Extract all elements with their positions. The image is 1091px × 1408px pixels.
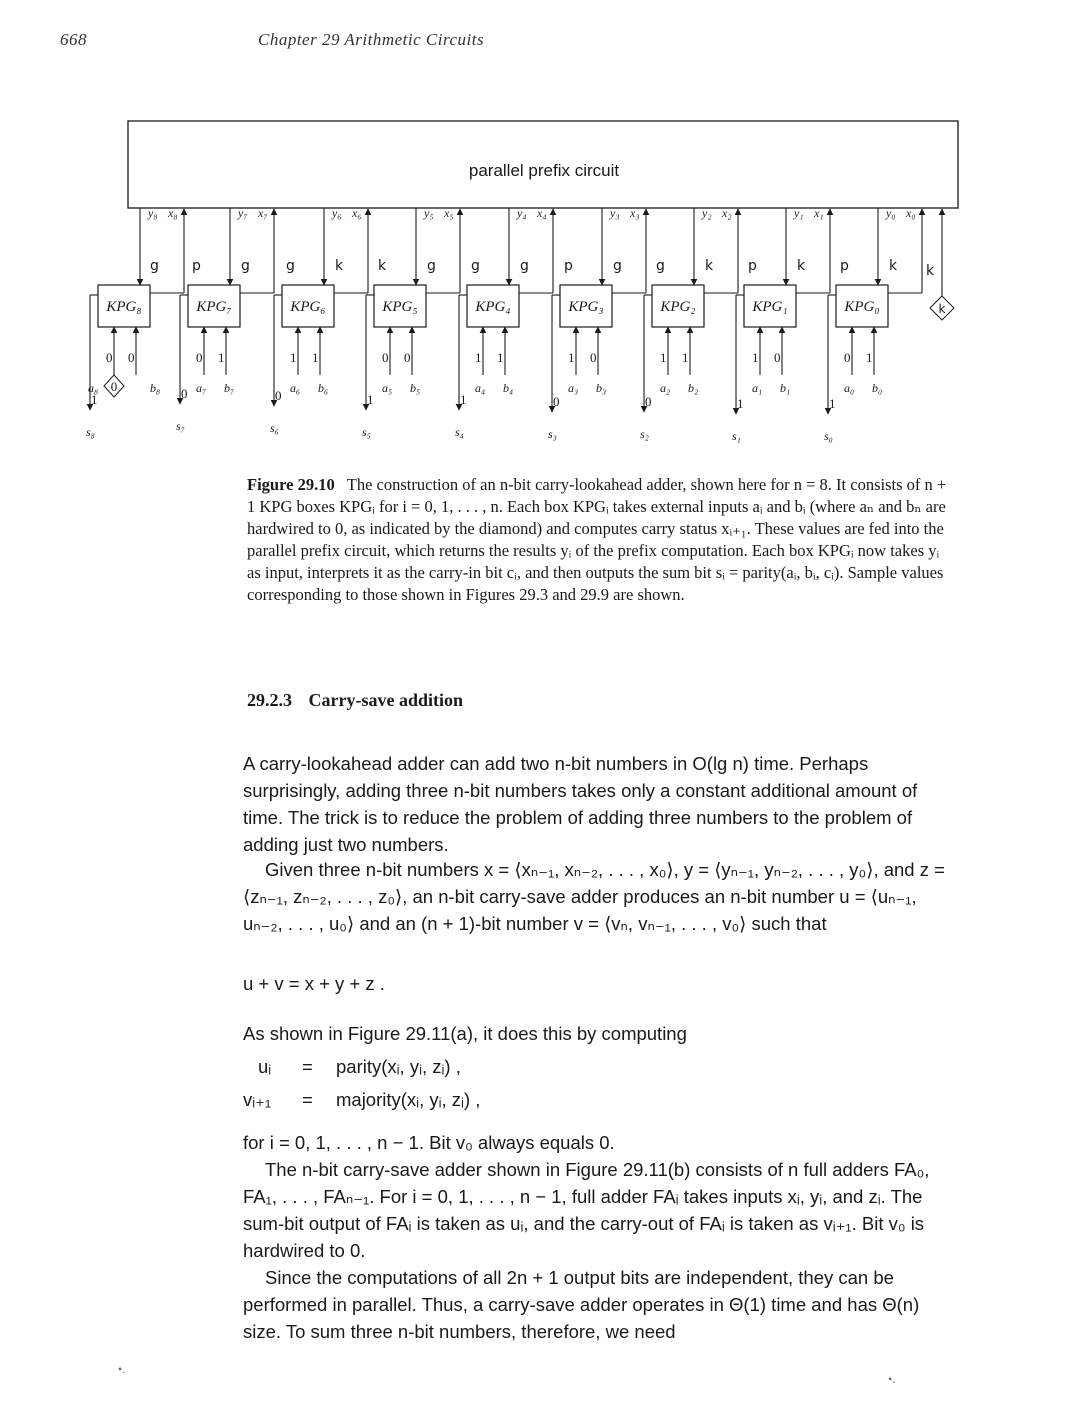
s-value-1: 1 (737, 396, 744, 411)
x-label-6: x₆ (352, 206, 362, 220)
a-bit-3: 1 (568, 350, 575, 365)
s-label-3: s₃ (548, 427, 557, 441)
status-in-label-7: p (192, 258, 201, 274)
s-label-1: s₁ (732, 429, 741, 443)
paragraph-2 (243, 856, 945, 937)
status-in-label-0: p (840, 258, 849, 274)
a-label-6: a₆ (290, 381, 301, 395)
paragraph-3 (243, 1020, 945, 1047)
b-label-5: b₅ (410, 381, 421, 395)
s-value-8: 1 (91, 392, 98, 407)
a-bit-0: 0 (844, 350, 851, 365)
a-bit-8: 0 (106, 350, 113, 365)
b-bit-8: 0 (128, 350, 135, 365)
b-label-0: b₀ (872, 381, 883, 395)
a-bit-4: 1 (475, 350, 482, 365)
y-label-4: y₄ (517, 206, 527, 220)
paragraph-1 (243, 750, 945, 858)
equation-2-rhs: parity(xᵢ, yᵢ, zᵢ) , (336, 1056, 461, 1077)
y-label-0: y₀ (886, 206, 896, 220)
parallel-prefix-circuit-label: parallel prefix circuit (468, 161, 620, 180)
kpg-label-3: KPG₃ (568, 299, 604, 315)
status-out-label-5: g (427, 258, 436, 274)
status-in-label-6: g (286, 258, 295, 274)
equation-2-sign: = (302, 1056, 313, 1077)
x-label-2: x₂ (722, 206, 732, 220)
section-heading (247, 690, 463, 711)
s-label-2: s₂ (640, 427, 649, 441)
scan-mark-right: •. (888, 1372, 896, 1386)
status-in-label-3: p (564, 258, 573, 274)
s-label-5: s₅ (362, 425, 371, 439)
s-value-6: 0 (275, 388, 282, 403)
status-out-label-2: k (705, 258, 714, 274)
status-in-label-5: k (378, 258, 387, 274)
s-label-8: s₈ (86, 425, 95, 439)
kpg-label-2: KPG₂ (660, 299, 696, 315)
a-label-5: a₅ (382, 381, 393, 395)
equation-2-lhs: uᵢ (258, 1056, 272, 1077)
s-label-7: s₇ (176, 419, 185, 433)
kpg-label-1: KPG₁ (752, 299, 788, 315)
equation-1: u + v = x + y + z . (243, 973, 385, 994)
paragraph-1-text: A carry-lookahead adder can add two n-bit numbers in O(lg n) time. Perhaps surprisingly, adding three n-bit numbers takes only a constant additional amount of time. The trick is to reduce the problem of adding three numbers to the problem of adding just two numbers. (243, 753, 918, 855)
kpg-label-5: KPG₅ (382, 299, 418, 315)
x-label-8: x₈ (168, 206, 178, 220)
y-label-2: y₂ (702, 206, 712, 220)
section-title: Carry-save addition (308, 690, 463, 710)
diamond-k-label: k (938, 302, 946, 316)
paragraph-4-text: for i = 0, 1, . . . , n − 1. Bit v₀ always equals 0. (243, 1132, 615, 1153)
status-in-label-2: g (656, 258, 665, 274)
a-label-0: a₀ (844, 381, 855, 395)
a-label-8: a₈ (88, 381, 99, 395)
kpg-label-7: KPG₇ (196, 299, 232, 315)
b-bit-5: 0 (404, 350, 411, 365)
b-bit-2: 1 (682, 350, 689, 365)
y-label-3: y₃ (610, 206, 620, 220)
s-value-4: 1 (460, 392, 467, 407)
status-in-label-1: p (748, 258, 757, 274)
figure-29-10-diagram (0, 0, 1091, 470)
kpg-label-0: KPG₀ (844, 299, 880, 315)
s-value-2: 0 (645, 394, 652, 409)
a-label-1: a₁ (752, 381, 763, 395)
b-label-4: b₄ (503, 381, 514, 395)
s-value-3: 0 (553, 394, 560, 409)
s-label-6: s₆ (270, 421, 279, 435)
page-number: 668 (60, 30, 87, 49)
running-header: Chapter 29 Arithmetic Circuits (258, 30, 485, 49)
status-out-label-1: k (797, 258, 806, 274)
a-bit-5: 0 (382, 350, 389, 365)
x-label-1: x₁ (814, 206, 824, 220)
a-bit-2: 1 (660, 350, 667, 365)
a-label-3: a₃ (568, 381, 579, 395)
paragraph-5-text: The n-bit carry-save adder shown in Figure 29.11(b) consists of n full adders FA₀, FA₁, . . . , FAₙ₋₁. For i = 0, 1, . . . , n − 1, full adder FAᵢ takes inputs xᵢ, yᵢ, and zᵢ. The sum-bit output of FAᵢ is taken as uᵢ, and the carry-out of FAᵢ is taken as vᵢ₊₁. Bit v₀ is hardwired to 0. (243, 1159, 930, 1261)
x-label-0: x₀ (906, 206, 916, 220)
b-label-2: b₂ (688, 381, 699, 395)
status-out-label-0: k (889, 258, 898, 274)
s-label-4: s₄ (455, 425, 464, 439)
figure-caption (247, 474, 953, 606)
b-bit-4: 1 (497, 350, 504, 365)
x-label-4: x₄ (537, 206, 547, 220)
b-label-1: b₁ (780, 381, 791, 395)
b-label-6: b₆ (318, 381, 329, 395)
b-label-7: b₇ (224, 381, 235, 395)
b-label-3: b₃ (596, 381, 607, 395)
status-out-label-4: g (520, 258, 529, 274)
paragraph-6-text: Since the computations of all 2n + 1 output bits are independent, they can be performed in parallel. Thus, a carry-save adder operates in Θ(1) time and has Θ(n) size. To sum three n-bit numbers, therefore, we need (243, 1267, 920, 1342)
equation-3-rhs: majority(xᵢ, yᵢ, zᵢ) , (336, 1089, 481, 1110)
b-bit-3: 0 (590, 350, 597, 365)
caption-label: Figure 29.10 (247, 475, 335, 494)
a-label-7: a₇ (196, 381, 207, 395)
equation-3-sign: = (302, 1089, 313, 1110)
x-label-7: x₇ (258, 206, 268, 220)
s-label-0: s₀ (824, 429, 833, 443)
s-value-0: 1 (829, 396, 836, 411)
paragraph-2-text: Given three n-bit numbers x = ⟨xₙ₋₁, xₙ₋₂, . . . , x₀⟩, y = ⟨yₙ₋₁, yₙ₋₂, . . . , y₀⟩, and z = ⟨zₙ₋₁, zₙ₋₂, . . . , z₀⟩, an n-bit carry-save adder produces an n-bit number u = ⟨uₙ₋₁, uₙ₋₂, . . . , u₀⟩ and an (n + 1)-bit number v = ⟨vₙ, vₙ₋₁, . . . , v₀⟩ such that (243, 859, 945, 934)
kpg-label-8: KPG₈ (106, 299, 142, 315)
paragraph-5 (243, 1156, 945, 1264)
status-out-label-7: g (241, 258, 250, 274)
x-label-5: x₅ (444, 206, 454, 220)
paragraph-3-text: As shown in Figure 29.11(a), it does this by computing (243, 1023, 687, 1044)
kpg-label-6: KPG₆ (290, 299, 326, 315)
a-bit-7: 0 (196, 350, 203, 365)
status-in-label-4: g (471, 258, 480, 274)
a-label-2: a₂ (660, 381, 671, 395)
b-bit-7: 1 (218, 350, 225, 365)
diamond-bit-8: 0 (110, 379, 118, 394)
y-label-5: y₅ (424, 206, 434, 220)
b-label-8: b₈ (150, 381, 161, 395)
y-label-1: y₁ (794, 206, 804, 220)
caption-text: The construction of an n-bit carry-lookahead adder, shown here for n = 8. It consists of n + 1 KPG boxes KPGᵢ for i = 0, 1, . . . , n. Each box KPGᵢ takes external inputs aᵢ and bᵢ (where aₙ and bₙ are hardwired to 0, as indicated by the diamond) and computes carry status xᵢ₊₁. These values are fed into the parallel prefix circuit, which returns the results yᵢ of the prefix computation. Each box KPGᵢ now takes yᵢ as input, interprets it as the carry-in bit cᵢ, and then outputs the sum bit sᵢ = parity(aᵢ, bᵢ, cᵢ). Sample values corresponding to those shown in Figures 29.3 and 29.9 are shown. (247, 475, 947, 604)
status-out-label-6: k (335, 258, 344, 274)
kpg-label-4: KPG₄ (475, 299, 511, 315)
s-value-5: 1 (367, 392, 374, 407)
b-bit-0: 1 (866, 350, 873, 365)
scan-mark-left: •. (118, 1362, 126, 1376)
section-number: 29.2.3 (247, 690, 292, 710)
y-label-7: y₇ (238, 206, 248, 220)
a-bit-6: 1 (290, 350, 297, 365)
equation-3-lhs: vᵢ₊₁ (243, 1089, 272, 1110)
x0-status-label: k (926, 263, 935, 279)
status-in-label-8: g (150, 258, 159, 274)
y-label-6: y₆ (332, 206, 342, 220)
a-bit-1: 1 (752, 350, 759, 365)
paragraph-4 (243, 1129, 945, 1156)
x-label-3: x₃ (630, 206, 640, 220)
b-bit-1: 0 (774, 350, 781, 365)
status-out-label-3: g (613, 258, 622, 274)
a-label-4: a₄ (475, 381, 486, 395)
b-bit-6: 1 (312, 350, 319, 365)
y-label-8: y₈ (148, 206, 158, 220)
s-value-7: 0 (181, 386, 188, 401)
paragraph-6 (243, 1264, 945, 1345)
